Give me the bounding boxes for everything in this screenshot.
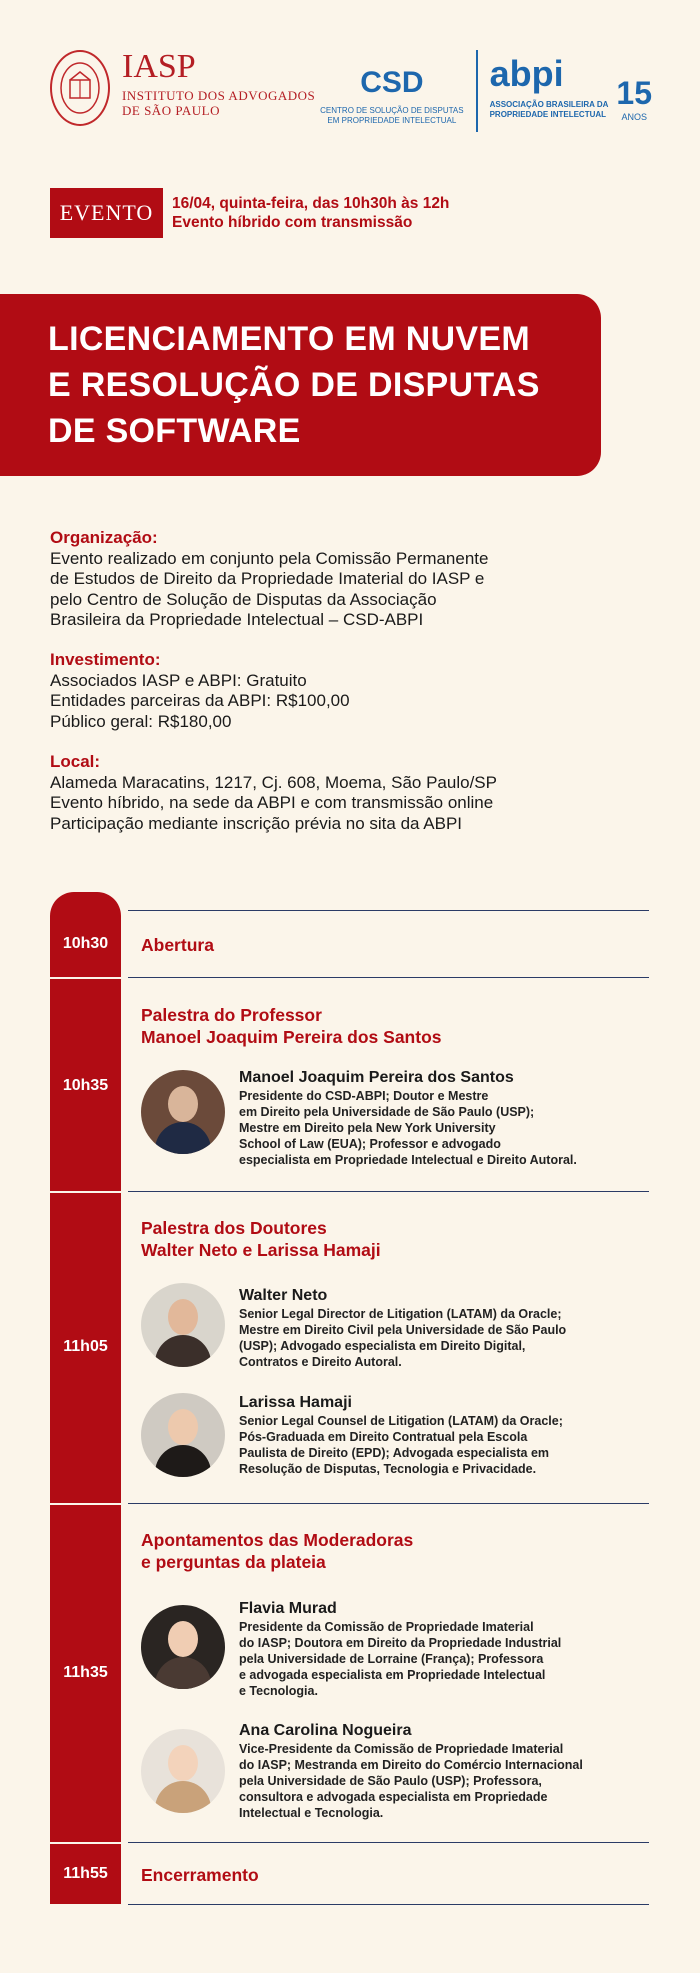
speaker-bio-line: Mestre em Direito Civil pela Universidade de São Paulo (239, 1323, 567, 1337)
slot-title-line: Palestra dos Doutores (141, 1218, 327, 1238)
slot-title (141, 1217, 381, 1261)
speaker-bio-line: Senior Legal Director de Litigation (LATAM) da Oracle; (239, 1307, 562, 1321)
organizacao-line: Brasileira da Propriedade Intelectual – CSD-ABPI (50, 610, 424, 629)
speaker-bio-line: Presidente do CSD-ABPI; Doutor e Mestre (239, 1089, 489, 1103)
speaker-bio (239, 1088, 577, 1168)
speaker-bio-line: Resolução de Disputas, Tecnologia e Privacidade. (239, 1462, 537, 1476)
speaker-photo (141, 1283, 225, 1367)
logo-divider (476, 50, 478, 132)
organizacao-section (50, 528, 610, 631)
speaker-bio-line: Contratos e Direito Autoral. (239, 1355, 402, 1369)
speaker-bio-line: Pós-Graduada em Direito Contratual pela Escola (239, 1430, 528, 1444)
organizacao-label: Organização: (50, 528, 158, 547)
abpi-subtitle-2: PROPRIEDADE INTELECTUAL (489, 110, 607, 119)
local-line: Alameda Maracatins, 1217, Cj. 608, Moema, São Paulo/SP (50, 772, 497, 792)
speaker-bio-line: pela Universidade de São Paulo (USP); Professora, (239, 1774, 542, 1788)
investimento-section (50, 650, 610, 732)
speaker-name: Manoel Joaquim Pereira dos Santos (239, 1069, 514, 1086)
iasp-subtitle-2: DE SÃO PAULO (122, 103, 220, 118)
slot-title-line: Walter Neto e Larissa Hamaji (141, 1240, 381, 1260)
event-title (0, 294, 601, 476)
speaker-card (141, 1722, 583, 1821)
slot-time: 10h30 (62, 935, 109, 952)
avatar-head (168, 1621, 198, 1657)
speaker-bio-line: em Direito pela Universidade de São Paulo (USP); (239, 1105, 535, 1119)
slot-title (141, 1529, 413, 1573)
event-info (172, 194, 449, 232)
investimento-line: Associados IASP e ABPI: Gratuito (50, 670, 307, 690)
schedule-divider (128, 977, 649, 978)
schedule-divider (128, 1842, 649, 1843)
slot-time: 11h05 (63, 1338, 108, 1355)
anniversary-label: ANOS (621, 112, 647, 122)
speaker-bio (239, 1306, 566, 1370)
csd-name: CSD (360, 66, 424, 99)
slot-title-line: e perguntas da plateia (141, 1552, 326, 1572)
time-bar-divider (50, 1503, 121, 1505)
schedule-divider (128, 1503, 649, 1504)
anniversary-number: 15 (616, 75, 652, 111)
avatar-body (155, 1445, 211, 1477)
speaker-bio-line: do IASP; Doutora em Direito da Propriedade Industrial (239, 1636, 562, 1650)
anniversary-badge (616, 50, 652, 122)
speaker-photo (141, 1070, 225, 1154)
speaker-card (141, 1283, 566, 1370)
slot-title (141, 1864, 259, 1886)
local-line: Participação mediante inscrição prévia no sita da ABPI (50, 813, 463, 833)
speaker-name: Walter Neto (239, 1287, 328, 1304)
speaker-bio-line: Mestre em Direito pela New York University (239, 1121, 496, 1135)
speaker-bio-line: pela Universidade de Lorraine (França); Professora (239, 1652, 544, 1666)
time-bar-divider (50, 1191, 121, 1193)
speaker-bio-line: e Tecnologia. (239, 1684, 318, 1698)
speaker-bio-line: Paulista de Direito (EPD); Advogada especialista em (239, 1446, 550, 1460)
schedule-divider (128, 1191, 649, 1192)
iasp-name: IASP (122, 48, 196, 85)
schedule-time-bar (50, 892, 121, 1904)
abpi-subtitle-1: ASSOCIAÇÃO BRASILEIRA DA (489, 100, 609, 109)
speaker-bio-line: School of Law (EUA); Professor e advogado (239, 1137, 501, 1151)
local-section (50, 752, 610, 834)
investimento-line: Público geral: R$180,00 (50, 711, 232, 731)
speaker-photo (141, 1605, 225, 1689)
iasp-logo (50, 50, 315, 126)
schedule-divider (128, 910, 649, 911)
csd-subtitle-1: CENTRO DE SOLUÇÃO DE DISPUTAS (320, 106, 464, 115)
event-date: 16/04, quinta-feira, das 10h30h às 12h (172, 195, 450, 212)
speaker-bio-line: e advogada especialista em Propriedade Intelectual (239, 1668, 546, 1682)
speaker-card (141, 1600, 562, 1699)
schedule-divider (128, 1904, 649, 1905)
avatar-body (155, 1122, 211, 1154)
speaker-bio-line: consultora e advogada especialista em Propriedade (239, 1790, 548, 1804)
avatar-body (155, 1781, 211, 1813)
avatar-body (155, 1657, 211, 1689)
csd-logo (320, 50, 463, 126)
speaker-bio (239, 1413, 563, 1477)
slot-time: 11h55 (63, 1865, 108, 1882)
iasp-seal-icon (50, 50, 110, 126)
investimento-line: Entidades parceiras da ABPI: R$100,00 (50, 691, 350, 710)
local-label: Local: (50, 752, 101, 771)
organizacao-line: Evento realizado em conjunto pela Comissão Permanente (50, 548, 489, 568)
speaker-name: Larissa Hamaji (239, 1394, 352, 1411)
slot-title (141, 1004, 442, 1048)
csd-subtitle-2: EM PROPRIEDADE INTELECTUAL (327, 116, 457, 125)
time-bar-divider (50, 1842, 121, 1844)
slot-time: 11h35 (63, 1664, 108, 1681)
speaker-card (141, 1070, 577, 1168)
organizacao-line: de Estudos de Direito da Propriedade Imaterial do IASP e (50, 569, 485, 588)
slot-title (141, 934, 214, 956)
speaker-bio-line: especialista em Propriedade Intelectual e Direito Autoral. (239, 1153, 577, 1167)
slot-title-line: Abertura (141, 935, 214, 955)
speaker-card (141, 1393, 563, 1477)
speaker-bio (239, 1619, 561, 1699)
investimento-label: Investimento: (50, 650, 161, 669)
avatar-head (168, 1409, 198, 1445)
speaker-bio-line: Presidente da Comissão de Propriedade Imaterial (239, 1620, 534, 1634)
speaker-bio-line: (USP); Advogado especialista em Direito Digital, (239, 1339, 526, 1353)
speaker-bio-line: Senior Legal Counsel de Litigation (LATAM) da Oracle; (239, 1414, 563, 1428)
slot-title-line: Encerramento (141, 1865, 259, 1885)
slot-title-line: Manoel Joaquim Pereira dos Santos (141, 1027, 442, 1047)
avatar-head (168, 1086, 198, 1122)
slot-time: 10h35 (62, 1077, 109, 1094)
title-line-1: LICENCIAMENTO EM NUVEM (48, 320, 530, 358)
speaker-photo (141, 1393, 225, 1477)
title-line-2: E RESOLUÇÃO DE DISPUTAS (48, 366, 540, 404)
event-tag: EVENTO (50, 188, 163, 238)
title-line-3: DE SOFTWARE (48, 412, 301, 450)
partner-logos (320, 50, 652, 132)
speaker-photo (141, 1729, 225, 1813)
event-format: Evento híbrido com transmissão (172, 214, 413, 231)
slot-title-line: Palestra do Professor (141, 1005, 322, 1025)
speaker-bio-line: do IASP; Mestranda em Direito do Comércio Internacional (239, 1758, 583, 1772)
time-bar-divider (50, 977, 121, 979)
iasp-subtitle-1: INSTITUTO DOS ADVOGADOS (122, 88, 316, 103)
slot-title-line: Apontamentos das Moderadoras (141, 1530, 414, 1550)
speaker-bio (239, 1741, 583, 1821)
avatar-head (168, 1745, 198, 1781)
local-line: Evento híbrido, na sede da ABPI e com transmissão online (50, 793, 494, 812)
speaker-bio-line: Vice-Presidente da Comissão de Propriedade Imaterial (239, 1742, 564, 1756)
avatar-body (155, 1335, 211, 1367)
speaker-bio-line: Intelectual e Tecnologia. (239, 1806, 384, 1820)
speaker-name: Flavia Murad (239, 1600, 337, 1617)
abpi-logo (490, 50, 609, 120)
speaker-name: Ana Carolina Nogueira (239, 1722, 412, 1739)
organizacao-line: pelo Centro de Solução de Disputas da Associação (50, 589, 437, 609)
abpi-name: abpi (489, 53, 564, 94)
avatar-head (168, 1299, 198, 1335)
